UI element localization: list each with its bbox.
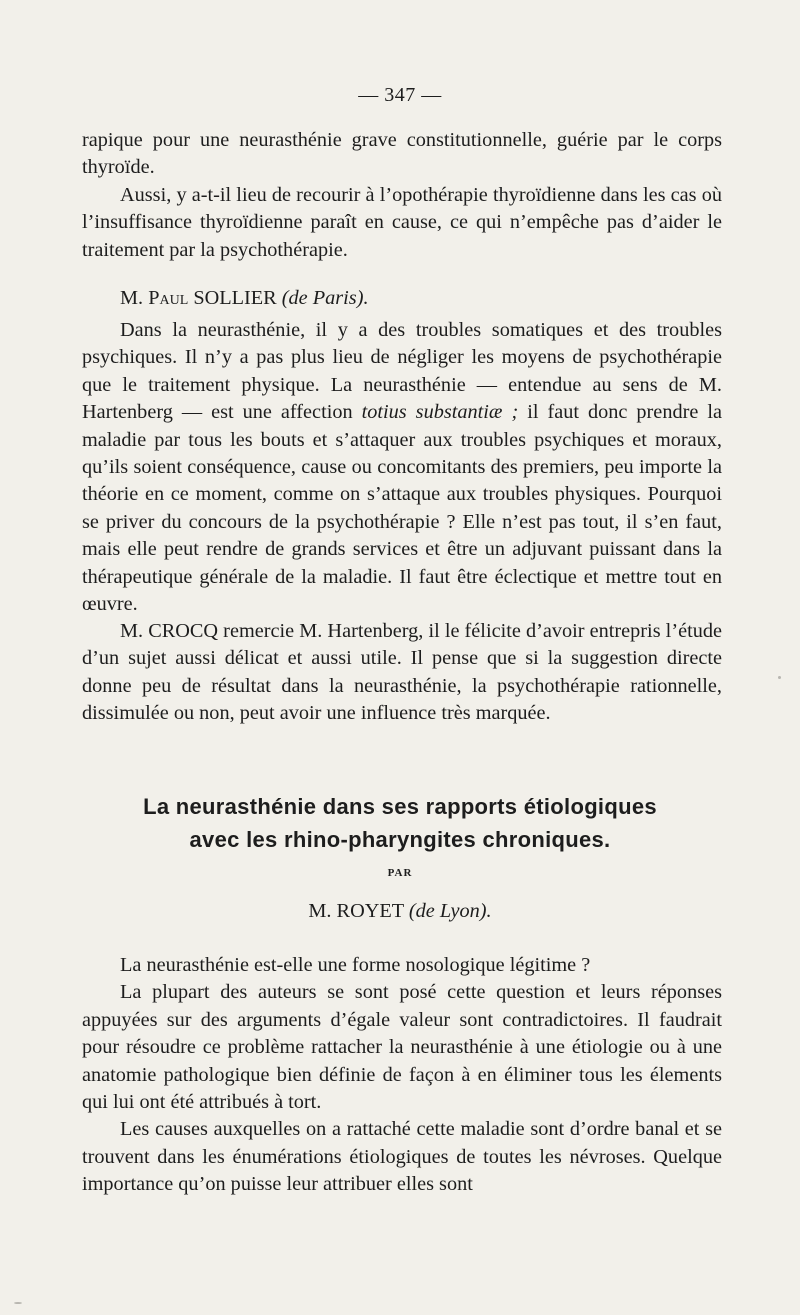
speaker-place: (de Paris). [281,287,369,309]
article-par: PAR [387,867,413,879]
paper-speck [778,676,781,679]
article-body [82,952,722,1199]
sollier-body-start: Dans la neurasthénie, il y a des troubles somatiques et des troubles psychiques. Il n’y a pas plus lieu de négliger les moyens de psychothérapie que le traitement physique. La neurasthénie — entendue au sens de M. Hartenberg — est une affection [82,319,722,424]
crocq-text [82,618,722,728]
speaker-first-name: Paul [148,287,189,309]
sollier-body-end: il faut donc prendre la maladie par tous les bouts et s’attaquer aux troubles psychiques et moraux, qu’ils soient conséquence, cause ou concomitants des premiers, peu importe la théorie en ce moment, comme on s’attaque aux troubles physiques. Pourquoi se priver du concours de la psychothérapie ? Elle n’est pas tout, il s’en faut, mais elle peut rendre de grands services et être un adjuvant puissant dans la thérapeutique générale de la maladie. Il faut être éclectique et mettre tout en œuvre. [82,401,722,616]
article-paragraph-3: Les causes auxquelles on a rattaché cette maladie sont d’ordre banal et se trouvent dans les énumérations étiologiques de toutes les névroses. Quelque importance qu’on puisse leur attribuer elles sont [82,1118,722,1196]
author-name: M. ROYET [308,900,404,922]
sollier-body-latin: totius substantiæ ; [361,401,519,424]
continuation-text [82,127,722,264]
article-paragraph-1: La neurasthénie est-elle une forme nosologique légitime ? [120,954,591,976]
article-paragraph-2: La plupart des auteurs se sont posé cette question et leurs réponses appuyées sur des arguments d’égale valeur sont contradictoires. Il faudrait pour résoudre ce problème rattacher la neurasthénie à une étiologie ou à une anatomie pathologique bien définie de façon à en éliminer tous les élements qui lui ont été attribués à tort. [82,981,722,1114]
paragraph-crocq: M. CROCQ remercie M. Hartenberg, il le félicite d’avoir entrepris l’étude d’un sujet aussi délicat et aussi utile. Il pense que si la suggestion directe donne peu de résultat dans la neurasthénie, la psychothérapie rationnelle, dissimulée ou non, peut avoir une influence très marquée. [82,620,722,725]
article-title-line-1: La neurasthénie dans ses rapports étiologiques [143,794,657,819]
article-author [0,898,800,925]
speaker-sollier [120,285,369,312]
article-title [0,790,800,856]
speaker-prefix: M. [120,287,144,309]
author-place: (de Lyon). [408,900,492,922]
page-number: — 347 — [358,84,442,106]
sollier-text [82,317,722,618]
speaker-surname: SOLLIER [193,287,277,309]
paper-speck [14,1302,22,1304]
paragraph-opotherapie: Aussi, y a-t-il lieu de recourir à l’opothérapie thyroïdienne dans les cas où l’insuffisance thyroïdienne paraît en cause, ce qui n’empêche pas d’aider le traitement par la psychothérapie. [82,183,722,261]
paragraph-sollier [82,317,722,618]
article-title-line-2: avec les rhino-pharyngites chroniques. [189,827,611,852]
paragraph-continuation: rapique pour une neurasthénie grave constitutionnelle, guérie par le corps thyroïde. [82,129,722,179]
